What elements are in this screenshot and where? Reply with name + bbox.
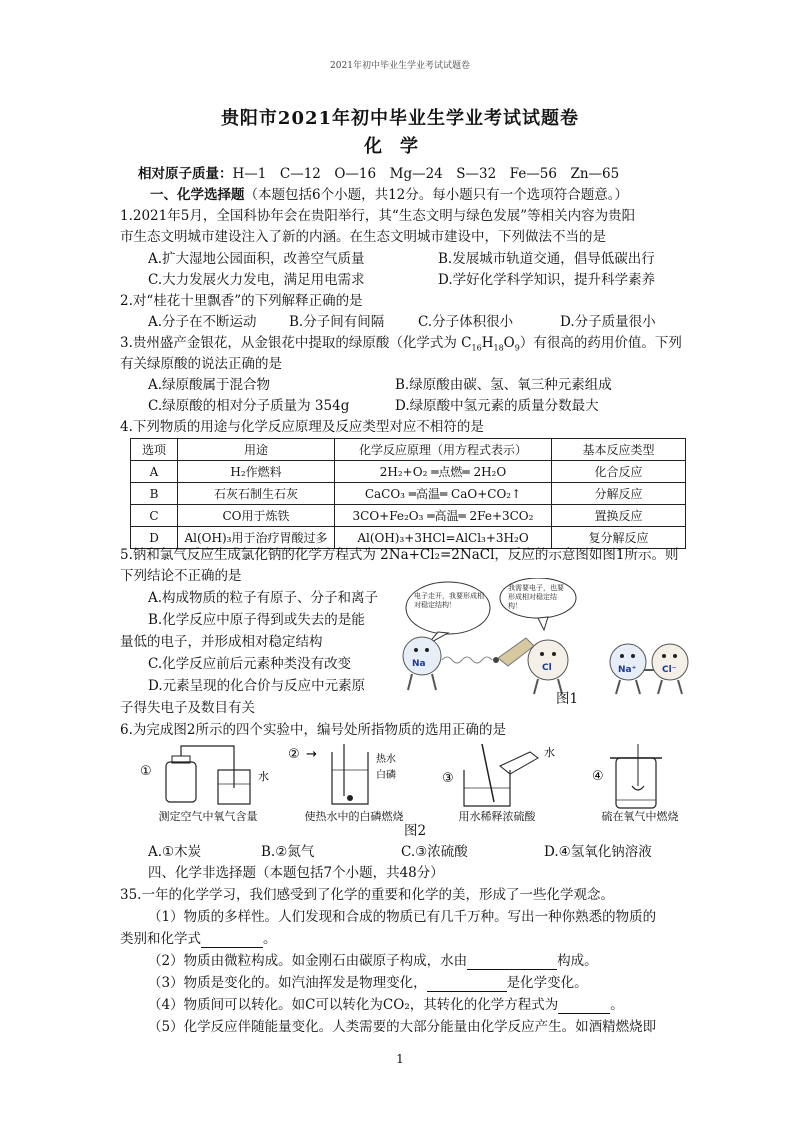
q35-part2-end: 构成。 <box>557 953 598 969</box>
electron-spring <box>442 657 492 663</box>
answer-blank[interactable] <box>558 1001 610 1014</box>
section1-note: （本题包括6个小题，共12分。每小题只有一个选项符合题意。） <box>244 187 629 203</box>
atom-eye-icon <box>414 648 418 652</box>
section4-heading: 四、化学非选择题（本题包括7个小题，共48分） <box>148 865 444 881</box>
table-cell: C <box>131 505 178 527</box>
caption-3: 用水稀释浓硫酸 <box>458 810 536 823</box>
q2-option-b: B.分子间有间隔 <box>289 314 385 330</box>
atom-eye-icon <box>662 654 666 658</box>
table-header-cell: 化学反应原理（用方程式表示） <box>335 439 552 461</box>
q35-part4-text: （4）物质间可以转化。如C可以转化为CO₂，其转化的化学方程式为 <box>148 997 559 1013</box>
figure-1-drawing <box>398 578 698 706</box>
atom-eye-icon <box>425 648 429 652</box>
page-number: 1 <box>396 1052 404 1066</box>
figure-1-label: 图1 <box>556 691 579 707</box>
table-header-cell: 用途 <box>178 439 335 461</box>
q3-line1-start: 3.贵州盛产金银花，从金银花中提取的绿原酸（化学式为 C <box>120 335 472 351</box>
atom-eye-icon <box>540 652 544 656</box>
q1-option-c: C.大力发展火力发电，满足用电需求 <box>148 272 365 288</box>
q3-line1-end: ）有很高的药用价值。下列 <box>519 335 682 351</box>
pouring-vessel <box>500 752 538 774</box>
atom-eye-icon <box>552 652 556 656</box>
na-ion-label: Na⁺ <box>618 665 637 675</box>
q4-table <box>130 438 686 549</box>
q1-option-b: B.发展城市轨道交通，倡导低碳出行 <box>438 251 655 267</box>
q35-part3 <box>148 974 588 992</box>
label-2: ② <box>288 747 300 762</box>
formula-o: O <box>503 335 515 351</box>
q2-stem: 2.对“桂花十里飘香”的下列解释正确的是 <box>120 293 363 309</box>
label-4: ④ <box>592 769 604 784</box>
answer-blank[interactable] <box>467 957 557 970</box>
arrow-icon: → <box>306 747 317 762</box>
sodium-atom <box>403 637 441 675</box>
q1-option-a: A.扩大湿地公园面积，改善空气质量 <box>148 251 365 267</box>
table-cell: 分解反应 <box>552 483 686 505</box>
table-header-cell: 选项 <box>131 439 178 461</box>
atom-legs <box>408 674 436 690</box>
q1-line2: 市生态文明城市建设注入了新的内涵。在生态文明城市建设中，下列做法不当的是 <box>120 229 606 245</box>
q5-option-d2: 子得失电子及数目有关 <box>120 700 255 716</box>
atom-eye-icon <box>673 654 677 658</box>
formula-sub-o: 9 <box>514 343 520 353</box>
figure-2-label: 图2 <box>404 823 427 839</box>
q35-part3-text: （3）物质是变化的。如汽油挥发是物理变化， <box>148 975 427 991</box>
glass-rod <box>482 744 494 802</box>
white-phosphorus <box>347 795 353 801</box>
atomic-mass-values: H—1 C—12 O—16 Mg—24 S—32 Fe—56 Zn—65 <box>232 166 620 182</box>
label-1: ① <box>140 764 152 779</box>
page-header: 2021年初中毕业生学业考试试题卷 <box>330 61 470 71</box>
q35-part1-line1: （1）物质的多样性。人们发现和合成的物质已有几千万种。写出一种你熟悉的物质的 <box>148 909 657 925</box>
q5-option-d1: D.元素呈现的化合价与反应中元素原 <box>148 678 366 694</box>
bubble-right-text-holder <box>508 584 570 614</box>
q6-option-b: B.②氮气 <box>261 844 315 860</box>
caption-4: 硫在氧气中燃烧 <box>601 810 679 823</box>
q5-option-b1: B.化学反应中原子得到或失去的是能 <box>148 612 365 628</box>
spoon-bowl <box>632 786 644 790</box>
q35-part2-text: （2）物质由微粒构成。如金刚石由碳原子构成，水由 <box>148 953 468 969</box>
caption-2: 使热水中的白磷燃烧 <box>304 810 404 823</box>
formula-sub-c: 16 <box>471 343 482 353</box>
bubble-left-text-holder <box>414 592 484 628</box>
q5-option-b2: 量低的电子，并形成相对稳定结构 <box>120 634 323 650</box>
q2-option-d: D.分子质量很小 <box>560 314 656 330</box>
q5-line1: 5.钠和氯气反应生成氯化钠的化学方程式为 2Na+Cl₂=2NaCl，反应的示意图如图1所示。则 <box>120 547 679 563</box>
q3-option-b: B.绿原酸由碳、氢、氧三种元素组成 <box>395 377 612 393</box>
atom-eye-icon <box>631 654 635 658</box>
label-3: ③ <box>442 771 454 786</box>
table-cell: 置换反应 <box>552 505 686 527</box>
q3-line2: 有关绿原酸的说法正确的是 <box>120 356 282 372</box>
q35-part4 <box>148 996 624 1014</box>
figure-1 <box>398 578 698 706</box>
table-cell: B <box>131 483 178 505</box>
q35-part3-end: 是化学变化。 <box>506 975 588 991</box>
table-row <box>131 483 686 505</box>
table-header-cell: 基本反应类型 <box>552 439 686 461</box>
q6-option-a: A.①木炭 <box>148 844 202 860</box>
table-header-row <box>131 439 686 461</box>
table-cell: 石灰石制生石灰 <box>178 483 335 505</box>
q3-option-d: D.绿原酸中氢元素的质量分数最大 <box>395 398 599 414</box>
formula-h: H <box>481 335 494 351</box>
table-cell: 化合反应 <box>552 461 686 483</box>
q35-part1-end: 。 <box>263 931 277 947</box>
atomic-mass-line <box>138 165 619 183</box>
table-cell: 复分解反应 <box>552 527 686 549</box>
q5-option-a: A.构成物质的粒子有原子、分子和离子 <box>148 590 379 606</box>
table-cell: 2H₂+O₂ ═点燃═ 2H₂O <box>335 461 552 483</box>
q4-stem: 4.下列物质的用途与化学反应原理及反应类型对应不相符的是 <box>120 419 484 435</box>
q35-part2 <box>148 952 598 970</box>
table-row <box>131 461 686 483</box>
q3-option-a: A.绿原酸属于混合物 <box>148 377 271 393</box>
q2-option-a: A.分子在不断运动 <box>148 314 257 330</box>
formula-sub-h: 18 <box>493 343 504 353</box>
ion-legs <box>616 680 682 694</box>
bubble-tail-right <box>538 617 548 630</box>
gas-bottle <box>166 762 196 802</box>
q5-line2: 下列结论不正确的是 <box>120 568 242 584</box>
table-cell: CaCO₃ ═高温═ CaO+CO₂↑ <box>335 483 552 505</box>
answer-blank[interactable] <box>201 935 263 948</box>
bubble-right-text: 我需要电子，也要形成相对稳定结构！ <box>508 584 564 610</box>
q3-option-c: C.绿原酸的相对分子质量为 354g <box>148 398 350 414</box>
chlorine-atom <box>528 640 568 680</box>
q6-option-d: D.④氢氧化钠溶液 <box>544 844 652 860</box>
q35-part1-line2 <box>120 930 277 948</box>
q35-part5: （5）化学反应伴随能量变化。人类需要的大部分能量由化学反应产生。如酒精燃烧即 <box>148 1019 657 1035</box>
table-row <box>131 505 686 527</box>
section1-heading: 一、化学选择题 <box>150 187 245 203</box>
q6-option-c: C.③浓硫酸 <box>401 844 468 860</box>
atom-eye-icon <box>620 654 624 658</box>
table-cell: Al(OH)₃用于治疗胃酸过多 <box>178 527 335 549</box>
exam-subject: 化学 <box>364 136 436 157</box>
q5-option-c: C.化学反应前后元素种类没有改变 <box>148 656 352 672</box>
water-label-3: 水 <box>544 746 555 759</box>
na-label: Na <box>412 659 426 669</box>
q35-stem: 35.一年的化学学习，我们感受到了化学的重要和化学的美，形成了一些化学观念。 <box>120 887 614 903</box>
atomic-mass-label: 相对原子质量： <box>138 166 233 182</box>
table-cell: A <box>131 461 178 483</box>
white-p-label: 白磷 <box>376 770 396 781</box>
water-label: 水 <box>258 770 269 783</box>
hot-water-label: 热水 <box>376 754 396 765</box>
q1-option-d: D.学好化学科学知识，提升科学素养 <box>438 272 656 288</box>
q1-line1: 1.2021年5月，全国科协年会在贵阳举行，其“生态文明与绿色发展”等相关内容为贵阳 <box>120 208 636 224</box>
table-cell: D <box>131 527 178 549</box>
cl-ion-label: Cl⁻ <box>662 665 677 675</box>
cl-label: Cl <box>542 663 552 673</box>
caption-1: 测定空气中氧气含量 <box>158 810 258 823</box>
q2-option-c: C.分子体积很小 <box>418 314 514 330</box>
exam-title: 贵阳市2021年初中毕业生学业考试试题卷 <box>220 108 580 129</box>
table-cell: Al(OH)₃+3HCl=AlCl₃+3H₂O <box>335 527 552 549</box>
connecting-tube <box>181 746 234 788</box>
section1-heading-line <box>150 186 628 204</box>
q6-stem: 6.为完成图2所示的四个实验中，编号处所指物质的选用正确的是 <box>120 722 506 738</box>
bubble-left-text: 电子走开，我要形成相对稳定结构！ <box>414 592 484 609</box>
q35-part4-end: 。 <box>610 997 624 1013</box>
table-cell: CO用于炼铁 <box>178 505 335 527</box>
answer-blank[interactable] <box>427 979 507 992</box>
table-cell: H₂作燃料 <box>178 461 335 483</box>
table-cell: 3CO+Fe₂O₃ ═高温═ 2Fe+3CO₂ <box>335 505 552 527</box>
gas-jar <box>616 758 656 808</box>
q35-part1-text: 类别和化学式 <box>120 931 201 947</box>
